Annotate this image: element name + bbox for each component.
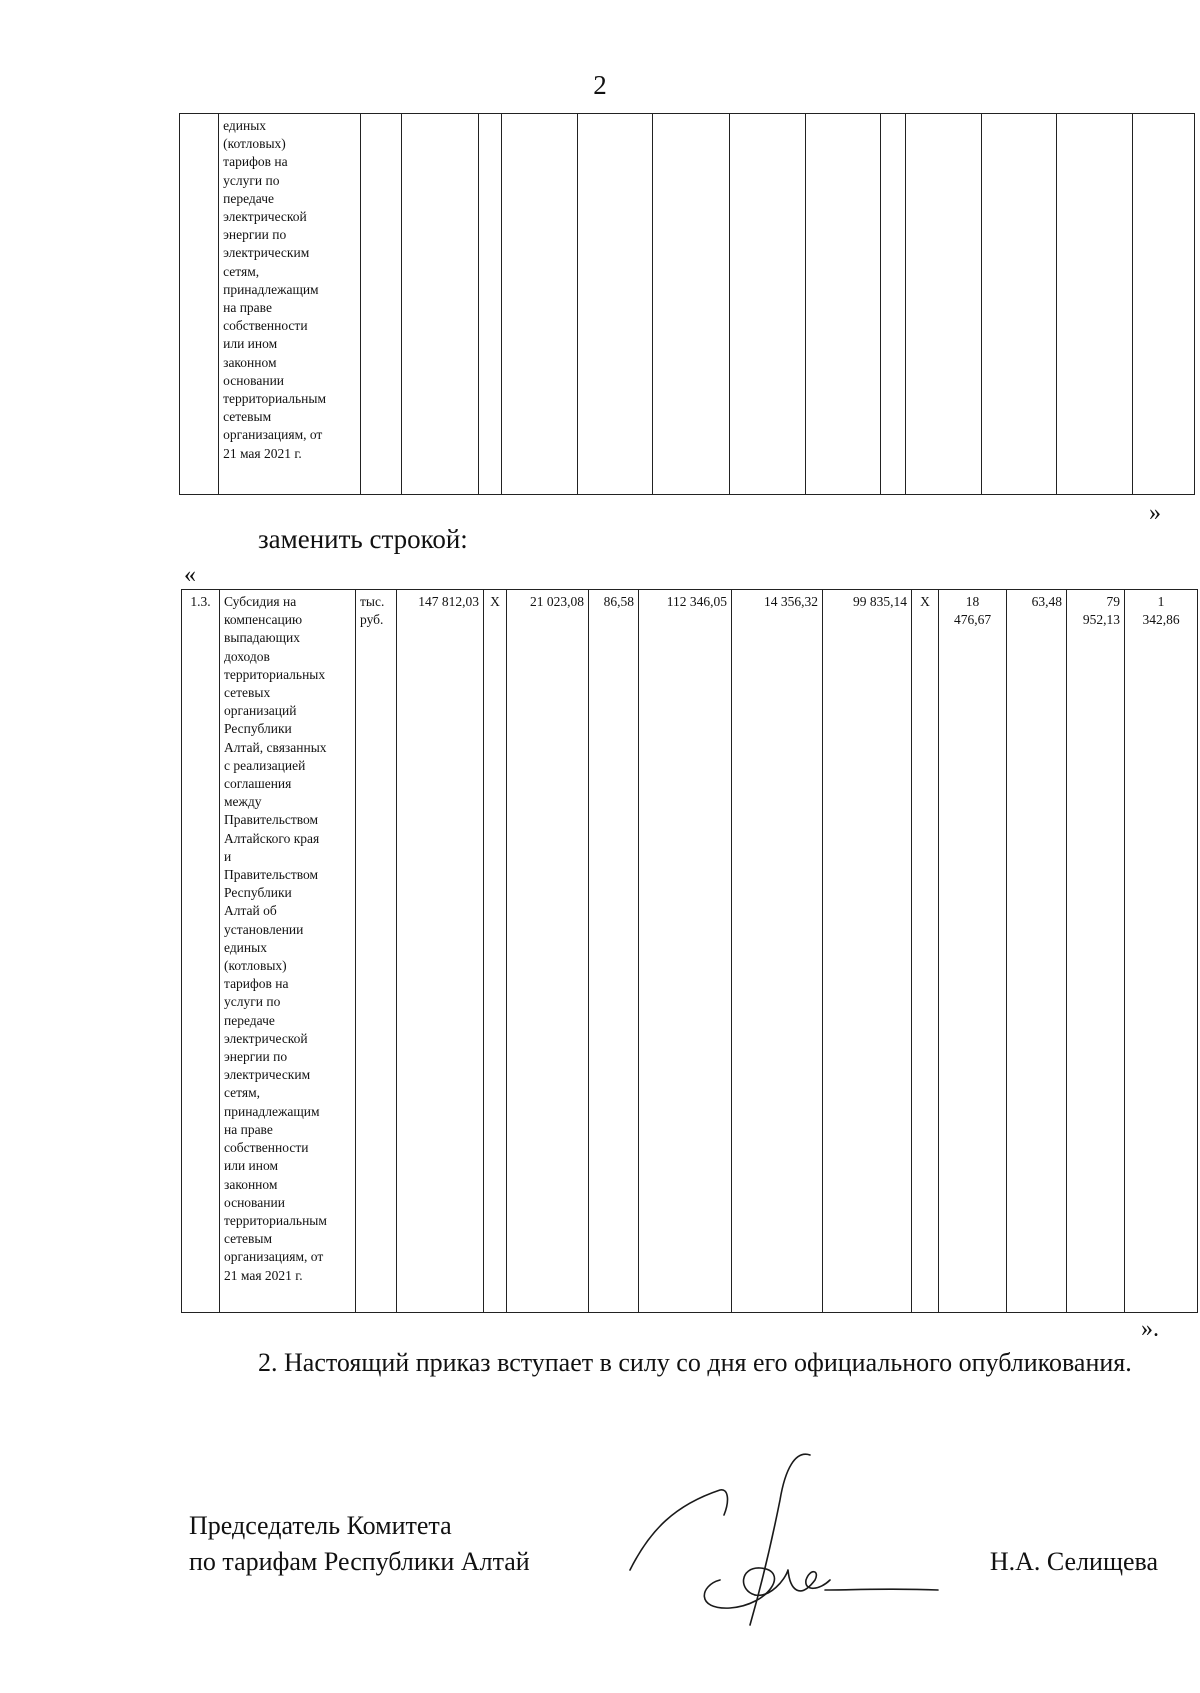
cell-value: Х <box>912 590 939 1313</box>
cell-value: 112 346,05 <box>639 590 732 1313</box>
cell-number: 1.3. <box>182 590 220 1313</box>
cell-number <box>180 114 219 495</box>
cell-value: Х <box>484 590 507 1313</box>
signer-title-line: по тарифам Республики Алтай <box>189 1547 530 1576</box>
cell <box>905 114 981 495</box>
cell-value: 63,48 <box>1007 590 1067 1313</box>
cell <box>880 114 905 495</box>
cell-value: 18 476,67 <box>939 590 1007 1313</box>
closing-quote: » <box>1149 500 1161 526</box>
cell <box>981 114 1056 495</box>
cell-value: 147 812,03 <box>397 590 484 1313</box>
table-row <box>180 114 1195 495</box>
opening-quote: « <box>184 562 196 588</box>
cell <box>1056 114 1132 495</box>
cell-value: 99 835,14 <box>823 590 912 1313</box>
cell-value: 14 356,32 <box>732 590 823 1313</box>
previous-table-fragment <box>179 113 1195 495</box>
cell <box>805 114 880 495</box>
cell <box>402 114 478 495</box>
cell-value: 86,58 <box>589 590 639 1313</box>
signer-title-line: Председатель Комитета <box>189 1511 452 1540</box>
cell-value: 79 952,13 <box>1067 590 1125 1313</box>
cell-unit: тыс. руб. <box>356 590 397 1313</box>
cell-value: 1 342,86 <box>1125 590 1198 1313</box>
cell <box>729 114 805 495</box>
cell-value: 21 023,08 <box>507 590 589 1313</box>
cell <box>653 114 729 495</box>
table-row <box>182 590 1198 1313</box>
signer-name: Н.А. Селищева <box>989 1547 1158 1576</box>
page-number: 2 <box>593 70 607 100</box>
signer-title <box>189 1508 530 1580</box>
replace-label: заменить строкой: <box>258 524 468 554</box>
replacement-table <box>181 589 1198 1313</box>
cell <box>502 114 578 495</box>
paragraph-2: 2. Настоящий приказ вступает в силу со дня его официального опубликования. <box>258 1348 1132 1377</box>
cell-description: Субсидия на компенсацию выпадающих доходов территориальных сетевых организаций Республики Алтай, связанных с реализацией соглашения между Правительством Алтайского края и Правительством Республики Алтай об установлении единых (котловых) тарифов на услуги по передаче электрической энергии по электрическим сетям, принадлежащим на праве собственности или ином законном основании территориальным сетевым организациям, от 21 мая 2021 г. <box>220 590 356 1313</box>
cell <box>478 114 502 495</box>
cell-description: единых (котловых) тарифов на услуги по передаче электрической энергии по электрическим сетям, принадлежащим на праве собственности или ином законном основании территориальным сетевым организациям, от 21 мая 2021 г. <box>219 114 361 495</box>
cell <box>578 114 653 495</box>
closing-quote: ». <box>1141 1316 1159 1342</box>
handwritten-signature-icon <box>620 1440 950 1630</box>
cell <box>1133 114 1195 495</box>
cell <box>361 114 402 495</box>
